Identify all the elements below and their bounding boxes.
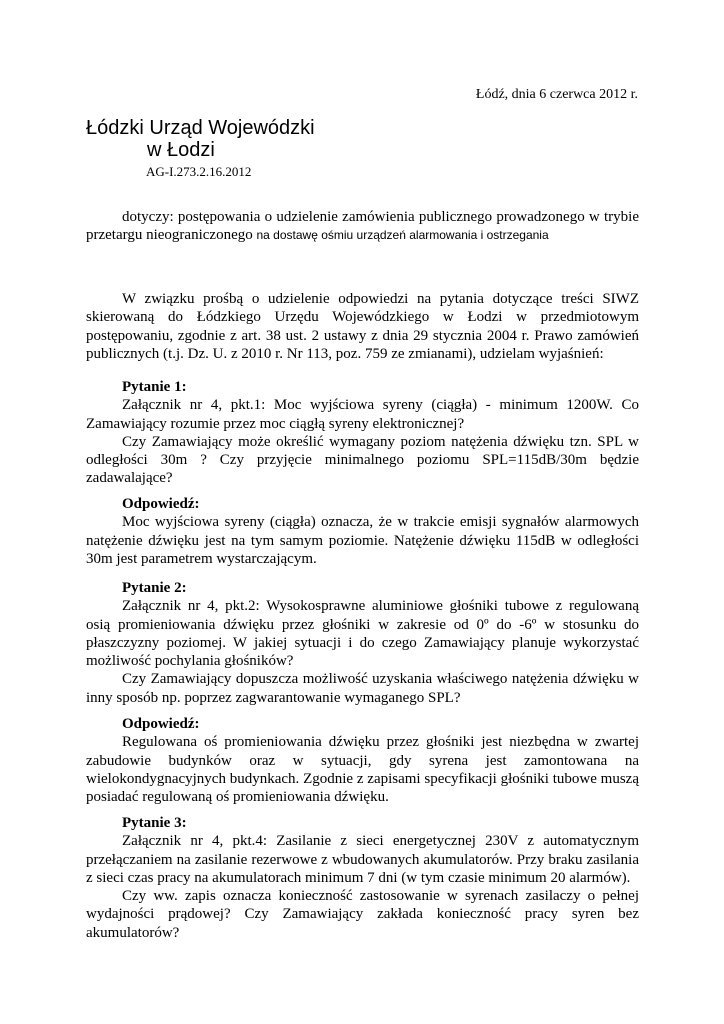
answer-2 [86, 715, 639, 806]
answer-2-heading: Odpowiedź: [122, 716, 200, 732]
intro-text: W związku prośbą o udzielenie odpowiedzi na pytania dotyczące treści SIWZ skierowaną do Łódzkiego Urzędu Wojewódzkiego w Łodzi w przedmiotowym postępowaniu, zgodnie z art. 38 ust. 2 ustawy z dnia 29 stycznia 2004 r. Prawo zamówień publicznych (t.j. Dz. U. z 2010 r. Nr 113, poz. 759 ze zmianami), udzielam wyjaśnień: [86, 291, 639, 362]
question-2 [86, 579, 639, 707]
subject-paragraph [86, 208, 639, 245]
intro-paragraph [86, 290, 639, 363]
question-2-followup: Czy Zamawiający dopuszcza możliwość uzyskania właściwego natężenia dźwięku w inny sposób np. poprzez zagwarantowanie wymaganego SPL? [86, 671, 639, 706]
answer-1-text: Moc wyjściowa syreny (ciągła) oznacza, że w trakcie emisji sygnałów alarmowych natężenie dźwięku jest na tym samym poziomie. Natężenie dźwięku 115dB w odległości 30m jest parametrem wystarczającym. [86, 514, 639, 567]
answer-2-text: Regulowana oś promieniowania dźwięku przez głośniki jest niezbędna w zwartej zabudowie budynków oraz w sytuacji, gdy syrena jest zamontowana na wielokondygnacyjnych budynkach. Zgodnie z zapisami specyfikacji głośniki tubowe muszą posiadać regulowaną oś promieniowania dźwięku. [86, 734, 639, 806]
addressee-name: Łódzki Urząd Wojewódzki [86, 117, 315, 139]
question-3-followup: Czy ww. zapis oznacza konieczność zastosowanie w syrenach zasilaczy o pełnej wydajności prądowej? Czy Zamawiający zakłada konieczność pracy syren bez akumulatorów? [86, 888, 639, 941]
subject-text: dotyczy: postępowania o udzielenie zamówienia publicznego prowadzonego w trybie przetargu nieograniczonego [86, 209, 639, 244]
addressee-block [86, 117, 315, 181]
question-1-text: Załącznik nr 4, pkt.1: Moc wyjściowa syreny (ciągła) - minimum 1200W. Co Zamawiający rozumie przez moc ciągłą syreny elektronicznej? [86, 397, 639, 432]
date-line: Łódź, dnia 6 czerwca 2012 r. [475, 87, 638, 102]
reference-number: AG-I.273.2.16.2012 [146, 164, 252, 179]
addressee-city: w Łodzi [147, 139, 215, 161]
question-2-heading: Pytanie 2: [122, 580, 187, 596]
question-1 [86, 378, 639, 488]
subject-detail: na dostawę ośmiu urządzeń alarmowania i ostrzegania [256, 228, 549, 243]
question-3-heading: Pytanie 3: [122, 815, 187, 831]
question-3-text: Załącznik nr 4, pkt.4: Zasilanie z sieci energetycznej 230V z automatycznym przełączaniem na zasilanie rezerwowe z wbudowanych akumulatorów. Przy braku zasilania z sieci czas pracy na akumulatorach minimum 7 dni (w tym czasie minimum 20 alarmów). [86, 833, 639, 886]
question-1-followup: Czy Zamawiający może określić wymagany poziom natężenia dźwięku tzn. SPL w odległości 30m ? Czy przyjęcie minimalnego poziomu SPL=115dB/30m będzie zadawalające? [86, 433, 639, 487]
answer-1 [86, 495, 639, 568]
question-3 [86, 814, 639, 942]
answer-1-heading: Odpowiedź: [122, 496, 200, 512]
question-1-heading: Pytanie 1: [122, 379, 187, 395]
question-2-text: Załącznik nr 4, pkt.2: Wysokosprawne aluminiowe głośniki tubowe z regulowaną osią promieniowania dźwięku przez głośniki w zakresie od 0º do -6º w stosunku do płaszczyzny poziomej. W jakiej sytuacji i do czego Zamawiający planuje wykorzystać możliwość pochylania głośników? [86, 598, 639, 670]
